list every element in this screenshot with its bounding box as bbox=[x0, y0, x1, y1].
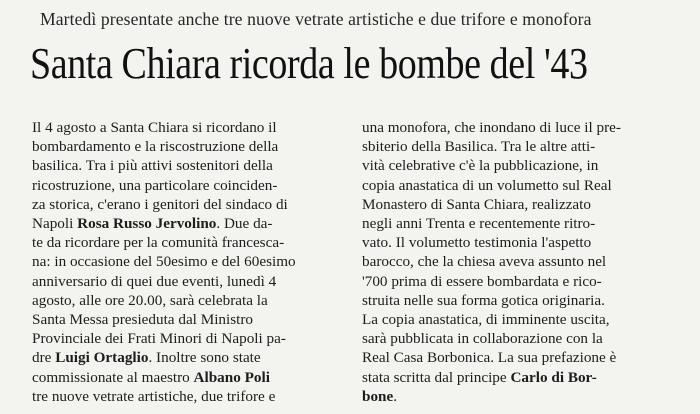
line-text: . Due da- bbox=[216, 215, 273, 233]
line-text: Il 4 agosto a Santa Chiara si ricordano il bbox=[32, 119, 277, 136]
line-text: Real Casa Borbonica. La sua prefazione è bbox=[362, 349, 617, 367]
article-line bbox=[32, 118, 350, 137]
article-line bbox=[362, 368, 680, 387]
line-text: za storica, c'erano i genitori del sindaco di bbox=[32, 195, 288, 213]
article-line bbox=[32, 214, 350, 233]
article-line bbox=[32, 291, 350, 310]
article-column-right bbox=[362, 118, 680, 406]
line-text: La copia anastatica, di imminente uscita, bbox=[362, 311, 610, 329]
line-text: Monastero di Santa Chiara, realizzato bbox=[362, 195, 591, 213]
bold-name-text: Luigi Ortaglio bbox=[55, 349, 149, 367]
line-text: anniversario di quei due eventi, lunedì 4 bbox=[32, 272, 277, 290]
article-line bbox=[32, 176, 350, 195]
line-text: '700 prima di essere bombardata e rico- bbox=[362, 272, 602, 290]
article-line bbox=[32, 156, 350, 175]
line-text: dre bbox=[32, 349, 56, 367]
line-text: na: in occasione del 50esimo e del 60esimo bbox=[32, 253, 296, 271]
article-line bbox=[362, 233, 680, 252]
line-text: agosto, alle ore 20.00, sarà celebrata la bbox=[32, 291, 268, 309]
article-line bbox=[32, 387, 350, 406]
line-text: una monofora, che inondano di luce il pre- bbox=[362, 119, 621, 136]
line-text: copia anastatica di un volumetto sul Real bbox=[362, 176, 612, 194]
line-text: negli anni Trenta e recentemente ritro- bbox=[362, 215, 596, 233]
article-line bbox=[362, 310, 680, 329]
line-text: sbiterio della Basilica. Tra le altre atti- bbox=[362, 138, 596, 156]
article-kicker: Martedì presentate anche tre nuove vetrate artistiche e due trifore e monofora bbox=[40, 9, 592, 29]
line-text: vità celebrative c'è la pubblicazione, in bbox=[362, 157, 599, 175]
article-line bbox=[362, 387, 680, 406]
article-line bbox=[362, 272, 680, 291]
line-text: bombardamento e la riscostruzione della bbox=[32, 138, 279, 156]
article-line bbox=[32, 329, 350, 348]
line-text: commissionate al maestro bbox=[32, 368, 194, 386]
line-text: sarà pubblicata in collaborazione con la bbox=[362, 330, 603, 348]
line-text: ricostruzione, una particolare coinciden- bbox=[32, 176, 278, 194]
bold-name-text: bone bbox=[362, 387, 394, 405]
article-line bbox=[362, 329, 680, 348]
line-text: basilica. Tra i più attivi sostenitori della bbox=[32, 157, 273, 175]
article-line bbox=[32, 368, 350, 387]
line-text: barocco, che la chiesa aveva assunto nel bbox=[362, 253, 607, 271]
line-text: stata scritta dal principe bbox=[362, 368, 511, 386]
article-line bbox=[362, 156, 680, 175]
line-text: Napoli bbox=[32, 215, 78, 233]
article-line bbox=[32, 195, 350, 214]
article-line bbox=[362, 118, 680, 137]
article-line bbox=[362, 214, 680, 233]
article-body bbox=[32, 118, 680, 406]
article-line bbox=[32, 137, 350, 156]
line-text: te da ricordare per la comunità francesca- bbox=[32, 234, 285, 252]
article-line bbox=[32, 233, 350, 252]
article-headline: Santa Chiara ricorda le bombe del '43 bbox=[30, 39, 588, 89]
article-line bbox=[362, 291, 680, 310]
line-text: Santa Messa presieduta dal Ministro bbox=[32, 311, 254, 329]
bold-name-text: Carlo di Bor- bbox=[510, 368, 597, 386]
line-text: Provinciale dei Frati Minori di Napoli pa- bbox=[32, 330, 286, 348]
article-column-left bbox=[32, 118, 350, 406]
line-text: tre nuove vetrate artistiche, due trifore e bbox=[32, 387, 276, 405]
article-line bbox=[32, 348, 350, 367]
line-text: struita nelle sua forma gotica originaria. bbox=[362, 291, 605, 309]
article-line bbox=[362, 137, 680, 156]
article-line bbox=[32, 252, 350, 271]
bold-name-text: Rosa Russo Jervolino bbox=[77, 215, 217, 233]
line-text: vato. Il volumetto testimonia l'aspetto bbox=[362, 234, 592, 252]
article-line bbox=[362, 195, 680, 214]
bold-name-text: Albano Poli bbox=[193, 368, 270, 386]
line-text: . bbox=[393, 387, 398, 405]
article-line bbox=[362, 176, 680, 195]
article-line bbox=[32, 310, 350, 329]
article-line bbox=[362, 348, 680, 367]
line-text: . Inoltre sono state bbox=[148, 349, 261, 367]
article-line bbox=[362, 252, 680, 271]
article-line bbox=[32, 272, 350, 291]
